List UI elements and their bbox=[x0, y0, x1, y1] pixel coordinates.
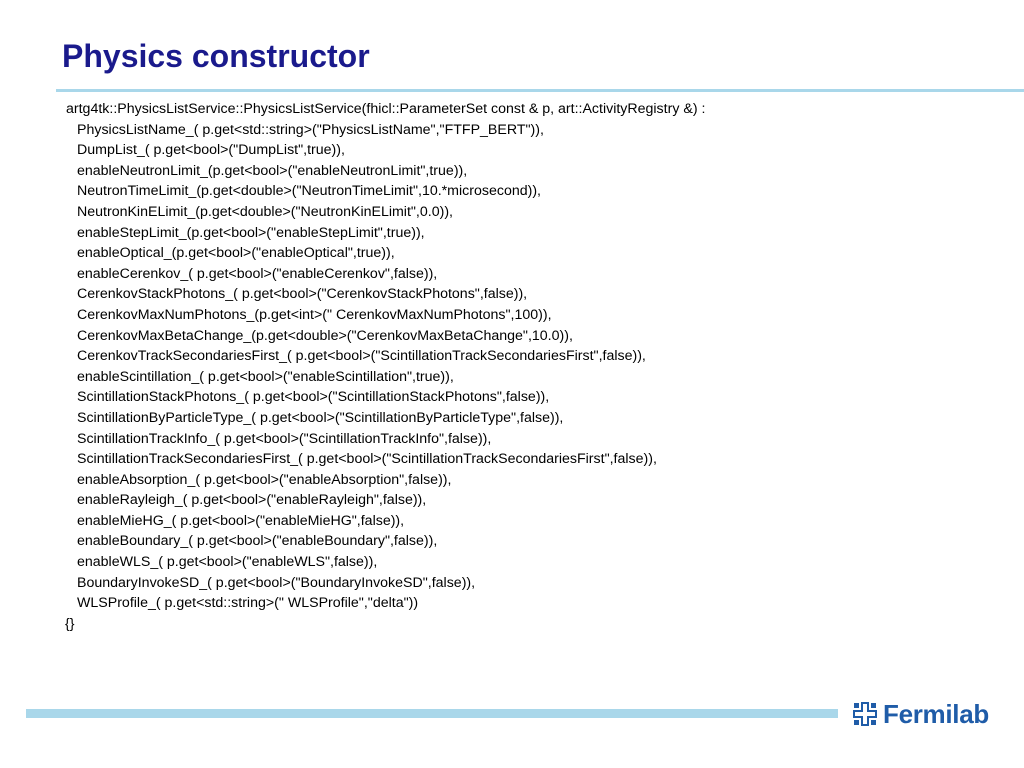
code-line: CerenkovMaxBetaChange_(p.get<double>("CerenkovMaxBetaChange",10.0)), bbox=[77, 327, 573, 344]
code-line: ScintillationStackPhotons_( p.get<bool>("ScintillationStackPhotons",false)), bbox=[77, 389, 550, 406]
logo-text: Fermilab bbox=[883, 698, 989, 729]
fermilab-logo-icon bbox=[851, 700, 879, 728]
code-line: enableWLS_( p.get<bool>("enableWLS",false)), bbox=[77, 554, 378, 571]
code-block bbox=[66, 99, 705, 634]
code-line: ScintillationTrackSecondariesFirst_( p.get<bool>("ScintillationTrackSecondariesFirst",false)), bbox=[77, 451, 657, 468]
code-line: enableBoundary_( p.get<bool>("enableBoundary",false)), bbox=[77, 533, 438, 550]
code-line: CerenkovStackPhotons_( p.get<bool>("CerenkovStackPhotons",false)), bbox=[77, 286, 528, 303]
code-line: enableNeutronLimit_(p.get<bool>("enableNeutronLimit",true)), bbox=[77, 162, 468, 179]
code-line: NeutronTimeLimit_(p.get<double>("NeutronTimeLimit",10.*microsecond)), bbox=[77, 183, 542, 200]
code-line: enableScintillation_( p.get<bool>("enableScintillation",true)), bbox=[77, 368, 454, 385]
slide-title: Physics constructor bbox=[62, 38, 370, 74]
code-line: enableRayleigh_( p.get<bool>("enableRayleigh",false)), bbox=[77, 492, 427, 509]
code-line: enableCerenkov_( p.get<bool>("enableCerenkov",false)), bbox=[77, 265, 438, 282]
code-line: ScintillationTrackInfo_( p.get<bool>("ScintillationTrackInfo",false)), bbox=[77, 430, 492, 447]
code-line: NeutronKinELimit_(p.get<double>("NeutronKinELimit",0.0)), bbox=[77, 203, 453, 220]
code-line: DumpList_( p.get<bool>("DumpList",true)), bbox=[77, 142, 345, 159]
footer-bar bbox=[26, 709, 838, 718]
code-line: CerenkovMaxNumPhotons_(p.get<int>(" CerenkovMaxNumPhotons",100)), bbox=[77, 306, 552, 323]
code-line: enableOptical_(p.get<bool>("enableOptical",true)), bbox=[77, 245, 395, 262]
code-line: ScintillationByParticleType_( p.get<bool>("ScintillationByParticleType",false)), bbox=[77, 409, 564, 426]
code-lines bbox=[66, 120, 705, 614]
code-header-line: artg4tk::PhysicsListService::PhysicsListService(fhicl::ParameterSet const & p, art::ActivityRegistry &) : bbox=[66, 101, 706, 117]
code-line: PhysicsListName_( p.get<std::string>("PhysicsListName","FTFP_BERT")), bbox=[77, 121, 544, 138]
code-line: enableAbsorption_( p.get<bool>("enableAbsorption",false)), bbox=[77, 471, 452, 488]
code-closing-line: {} bbox=[65, 615, 75, 632]
code-line: enableStepLimit_(p.get<bool>("enableStepLimit",true)), bbox=[77, 224, 425, 241]
title-divider bbox=[56, 89, 1024, 92]
code-line: WLSProfile_( p.get<std::string>(" WLSProfile","delta")) bbox=[77, 595, 419, 612]
code-line: CerenkovTrackSecondariesFirst_( p.get<bool>("ScintillationTrackSecondariesFirst",false)), bbox=[77, 348, 646, 365]
fermilab-logo bbox=[851, 696, 989, 732]
code-line: BoundaryInvokeSD_( p.get<bool>("BoundaryInvokeSD",false)), bbox=[77, 574, 476, 591]
code-line: enableMieHG_( p.get<bool>("enableMieHG",false)), bbox=[77, 512, 405, 529]
